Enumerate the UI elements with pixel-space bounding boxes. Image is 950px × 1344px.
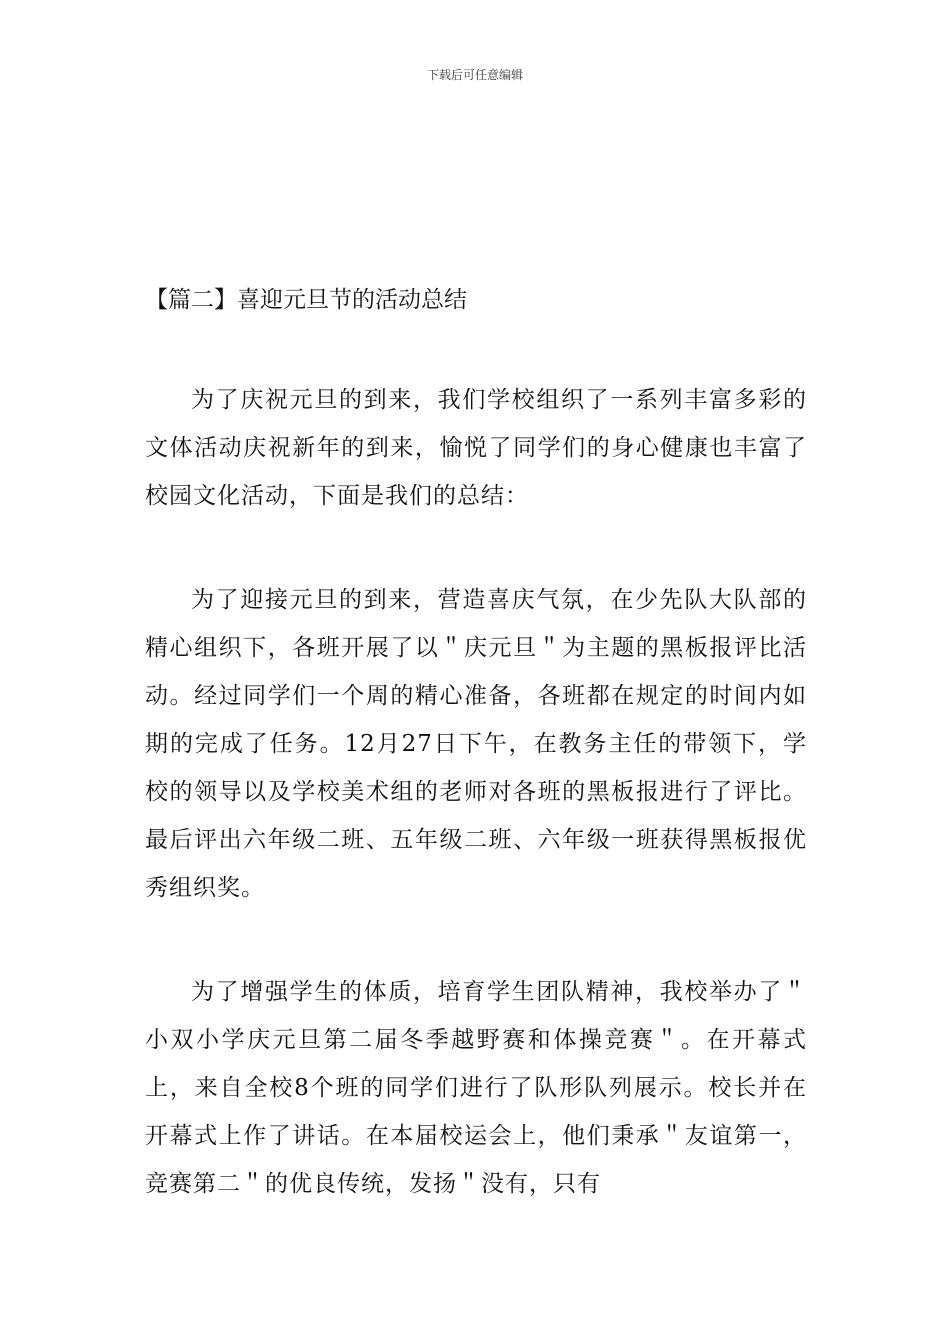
page-header-note: 下载后可任意编辑 — [426, 68, 523, 82]
paragraph-blackboard-contest: 为了迎接元旦的到来，营造喜庆气氛，在少先队大队部的精心组织下，各班开展了以＂庆元旦＂为主题的黑板报评比活动。经过同学们一个周的精心准备，各班都在规定的时间内如期的完成了任务。12月27日下午，在教务主任的带领下，学校的领导以及学校美术组的老师对各班的黑板报进行了评比。最后评出六年级二班、五年级二班、六年级一班获得黑板报优秀组织奖。 — [145, 587, 807, 901]
paragraph-sports-meet: 为了增强学生的体质，培育学生团队精神，我校举办了＂小双小学庆元旦第二届冬季越野赛和体操竞赛＂。在开幕式上，来自全校8个班的同学们进行了队形队列展示。校长并在开幕式上作了讲话。在本届校运会上，他们秉承＂友谊第一，竞赛第二＂的优良传统，发扬＂没有，只有 — [145, 979, 807, 1197]
paragraph-intro: 为了庆祝元旦的到来，我们学校组织了一系列丰富多彩的文体活动庆祝新年的到来，愉悦了同学们的身心健康也丰富了校园文化活动，下面是我们的总结： — [145, 387, 807, 509]
document-title: 【篇二】喜迎元旦节的活动总结 — [145, 287, 467, 313]
